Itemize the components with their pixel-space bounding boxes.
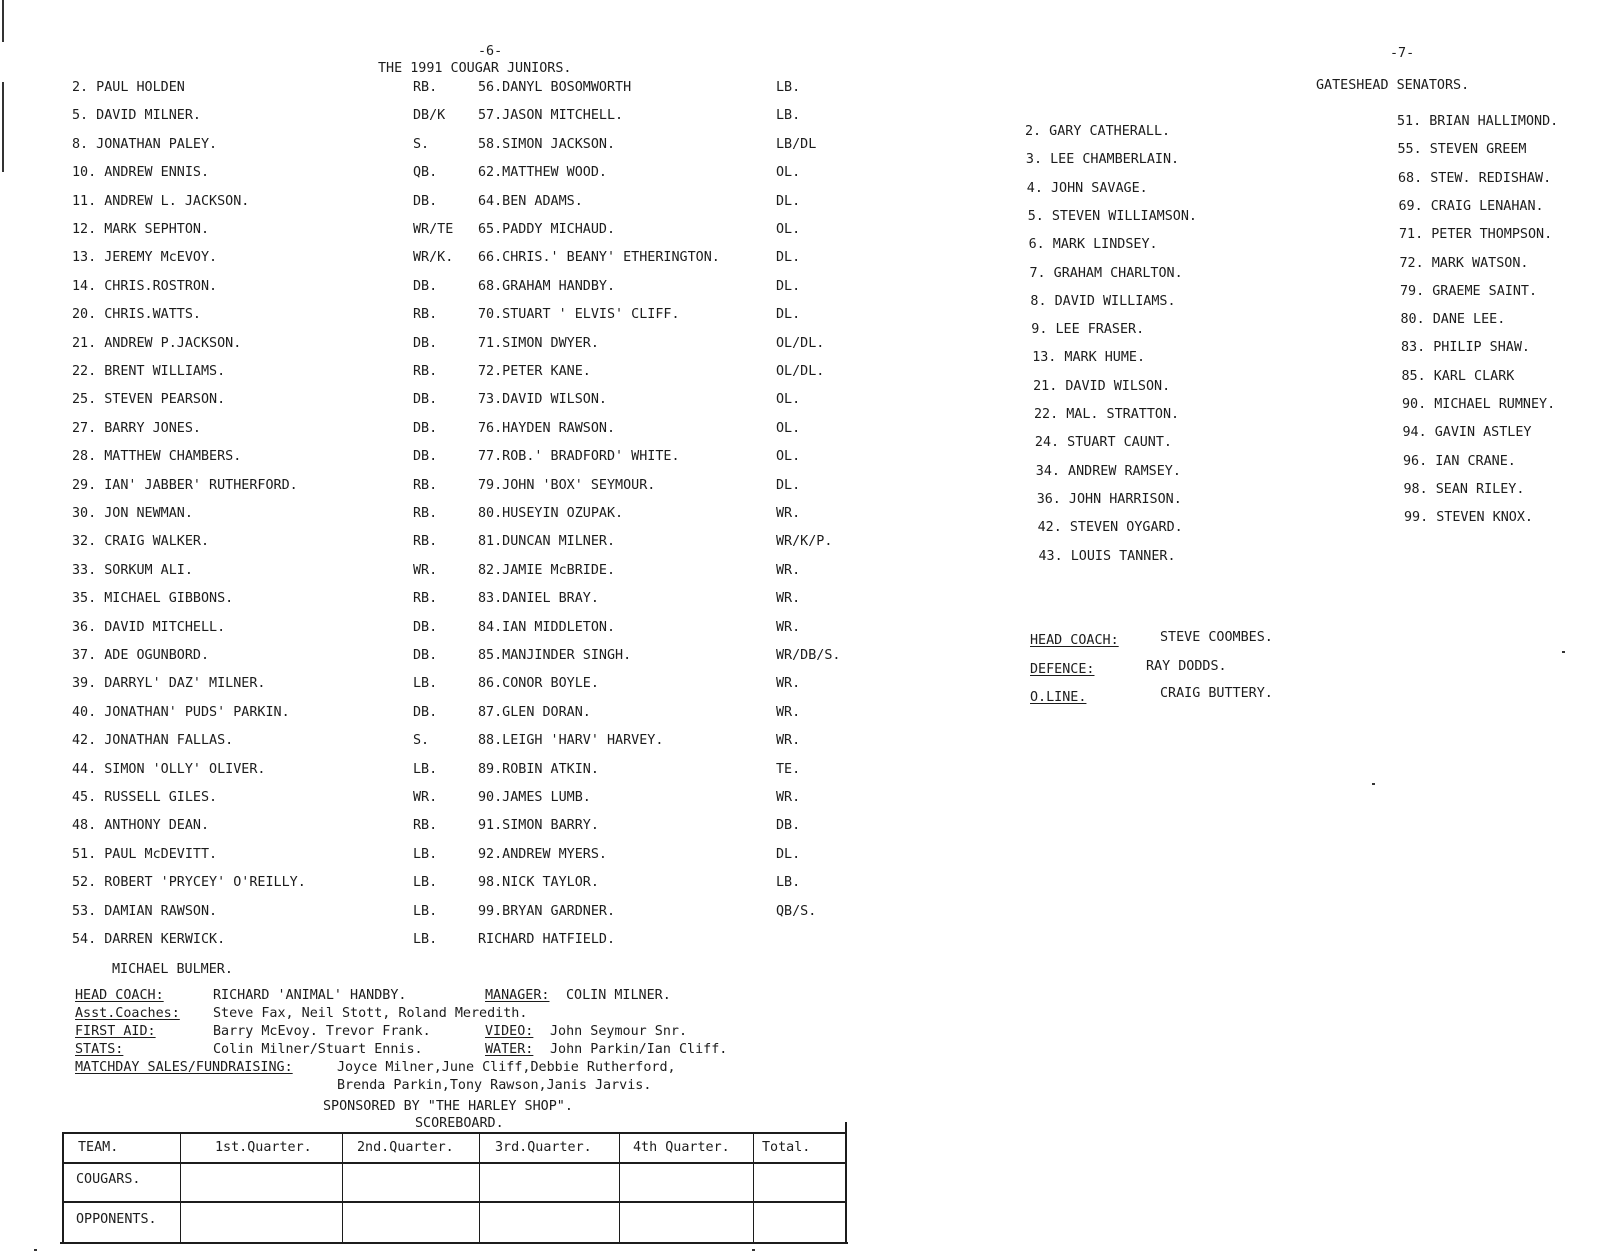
player-right: 87.GLEN DORAN. — [478, 704, 591, 720]
position-left: RB. — [413, 506, 438, 521]
player-right: 85.MANJINDER SINGH. — [478, 648, 632, 663]
page-number-left: -6- — [478, 44, 503, 59]
position-right: WR/K/P. — [776, 534, 833, 550]
roster-row — [0, 80, 800, 100]
position-left: LB. — [413, 676, 438, 692]
extra-player: MICHAEL BULMER. — [112, 962, 233, 977]
position-right: DL. — [776, 250, 801, 266]
position-left: RB. — [413, 80, 438, 95]
senators-player: 36. JOHN HARRISON. — [1036, 491, 1182, 507]
video-name: John Seymour Snr. — [550, 1024, 688, 1039]
player-left: 39. DARRYL' DAZ' MILNER. — [72, 676, 266, 692]
player-right: 91.SIMON BARRY. — [478, 818, 599, 834]
position-left: DB. — [413, 648, 438, 663]
position-right: DB. — [776, 818, 801, 834]
senators-player: 2. GARY CATHERALL. — [1025, 124, 1171, 139]
position-right: DL. — [776, 278, 801, 294]
position-left: S. — [413, 733, 430, 749]
senators-player: 51. BRIAN HALLIMOND. — [1397, 114, 1559, 129]
header-q1: 1st.Quarter. — [215, 1140, 312, 1155]
roster-row — [0, 705, 800, 725]
senators-player: 21. DAVID WILSON. — [1033, 378, 1171, 394]
senators-head-coach-name: STEVE COOMBES. — [1160, 630, 1273, 645]
senators-player: 79. GRAEME SAINT. — [1400, 283, 1538, 299]
player-left: 52. ROBERT 'PRYCEY' O'REILLY. — [72, 875, 306, 891]
player-left: 21. ANDREW P.JACKSON. — [72, 335, 242, 351]
position-left: LB. — [413, 903, 438, 919]
head-coach-name: RICHARD 'ANIMAL' HANDBY. — [213, 988, 407, 1003]
position-right: LB. — [776, 80, 801, 95]
position-left: RB. — [413, 477, 438, 493]
senators-player: 83. PHILIP SHAW. — [1401, 340, 1530, 356]
position-left: DB. — [413, 335, 438, 351]
position-right: WR. — [776, 591, 801, 607]
roster-row — [0, 136, 817, 157]
position-right: DL. — [776, 477, 801, 493]
senators-oline-label: O.LINE. — [1030, 690, 1087, 705]
player-right: 84.IAN MIDDLETON. — [478, 619, 616, 635]
position-right: OL/DL. — [776, 364, 825, 379]
table-rule — [60, 1242, 848, 1244]
manager-label: MANAGER: — [485, 988, 550, 1003]
player-right: 57.JASON MITCHELL. — [478, 108, 624, 124]
table-rule — [62, 1132, 64, 1242]
sales-label: MATCHDAY SALES/FUNDRAISING: — [75, 1060, 293, 1075]
position-right: LB. — [776, 875, 801, 891]
position-right: DL. — [776, 846, 801, 862]
player-left: 45. RUSSELL GILES. — [72, 790, 218, 805]
scan-artifact — [2, 82, 4, 172]
table-rule — [479, 1132, 480, 1242]
senators-player: 98. SEAN RILEY. — [1403, 481, 1525, 497]
asst-coaches-label: Asst.Coaches: — [75, 1006, 180, 1021]
position-left: DB. — [413, 704, 438, 720]
player-left: 33. SORKUM ALI. — [72, 562, 193, 578]
header-q4: 4th Quarter. — [633, 1140, 730, 1155]
player-right: 81.DUNCAN MILNER. — [478, 534, 616, 550]
table-rule — [845, 1122, 847, 1244]
player-right: 89.ROBIN ATKIN. — [478, 761, 599, 777]
player-right: 77.ROB.' BRADFORD' WHITE. — [478, 449, 680, 465]
roster-row — [0, 194, 800, 214]
position-left: DB. — [413, 420, 438, 436]
roster-row — [0, 478, 800, 498]
player-right: 66.CHRIS.' BEANY' ETHERINGTON. — [478, 250, 720, 266]
position-right: WR. — [776, 790, 801, 805]
player-left: 36. DAVID MITCHELL. — [72, 619, 226, 635]
player-left: 12. MARK SEPHTON. — [72, 222, 210, 237]
position-left: LB. — [413, 932, 438, 947]
position-right: WR. — [776, 733, 801, 749]
roster-row — [0, 903, 817, 924]
senators-player: 4. JOHN SAVAGE. — [1026, 180, 1148, 196]
position-right: OL. — [776, 420, 801, 436]
asst-coaches-names: Steve Fax, Neil Stott, Roland Meredith. — [213, 1006, 528, 1021]
position-right: OL/DL. — [776, 335, 825, 351]
player-left: 53. DAMIAN RAWSON. — [72, 903, 218, 919]
player-right: 68.GRAHAM HANDBY. — [478, 278, 616, 294]
senators-player: 71. PETER THOMPSON. — [1399, 227, 1553, 243]
roster-row — [0, 165, 800, 185]
position-left: DB/K — [413, 108, 446, 124]
senators-player: 9. LEE FRASER. — [1031, 322, 1145, 338]
player-left: 25. STEVEN PEARSON. — [72, 392, 226, 408]
position-right: OL. — [776, 222, 801, 237]
player-left: 27. BARRY JONES. — [72, 420, 201, 436]
player-right: 76.HAYDEN RAWSON. — [478, 420, 616, 436]
senators-player: 13. MARK HUME. — [1032, 350, 1146, 366]
player-right: 90.JAMES LUMB. — [478, 790, 591, 805]
scoreboard-title: SCOREBOARD. — [415, 1116, 504, 1131]
senators-player: 34. ANDREW RAMSEY. — [1035, 463, 1181, 479]
player-left: 42. JONATHAN FALLAS. — [72, 733, 234, 749]
senators-player: 5. STEVEN WILLIAMSON. — [1027, 208, 1197, 224]
player-left: 30. JON NEWMAN. — [72, 506, 193, 521]
roster-row — [0, 421, 800, 441]
position-right: LB/DL — [776, 136, 817, 152]
roster-row — [0, 790, 800, 810]
player-left: 22. BRENT WILLIAMS. — [72, 364, 226, 379]
senators-player: 94. GAVIN ASTLEY — [1402, 425, 1532, 441]
player-left: 32. CRAIG WALKER. — [72, 534, 210, 550]
head-coach-label: HEAD COACH: — [75, 988, 164, 1003]
row-label-opponents: OPPONENTS. — [76, 1212, 157, 1227]
position-right: QB/S. — [776, 903, 817, 919]
first-aid-label: FIRST AID: — [75, 1024, 156, 1039]
senators-defence-name: RAY DODDS. — [1146, 659, 1227, 674]
senators-player: 96. IAN CRANE. — [1403, 453, 1516, 469]
position-left: WR. — [413, 562, 438, 578]
position-left: RB. — [413, 591, 438, 607]
position-left: RB. — [413, 818, 438, 834]
senators-defence-label: DEFENCE: — [1030, 662, 1095, 677]
position-right: WR. — [776, 676, 801, 692]
player-right: 83.DANIEL BRAY. — [478, 591, 599, 607]
senators-player: 22. MAL. STRATTON. — [1034, 407, 1180, 422]
senators-player: 43. LOUIS TANNER. — [1038, 548, 1176, 564]
player-right: 80.HUSEYIN OZUPAK. — [478, 506, 624, 521]
player-right: 70.STUART ' ELVIS' CLIFF. — [478, 307, 680, 323]
header-team: TEAM. — [78, 1140, 119, 1155]
roster-row — [0, 392, 800, 412]
player-right: 58.SIMON JACKSON. — [478, 136, 616, 152]
manager-name: COLIN MILNER. — [566, 988, 671, 1003]
position-left: QB. — [413, 165, 438, 181]
player-right: 72.PETER KANE. — [478, 364, 591, 379]
scan-artifact — [1562, 651, 1565, 653]
senators-player: 55. STEVEN GREEM — [1397, 142, 1527, 158]
roster-row — [0, 733, 800, 753]
header-total: Total. — [762, 1140, 811, 1155]
water-label: WATER: — [485, 1042, 534, 1057]
player-left: 28. MATTHEW CHAMBERS. — [72, 449, 242, 465]
stats-names: Colin Milner/Stuart Ennis. — [213, 1042, 423, 1057]
player-right: 71.SIMON DWYER. — [478, 335, 599, 351]
scan-artifact — [1372, 783, 1375, 785]
position-right: OL. — [776, 165, 801, 181]
senators-player: 80. DANE LEE. — [1400, 312, 1506, 328]
position-right: OL. — [776, 449, 801, 465]
position-right: DL. — [776, 307, 801, 323]
sponsor-line: SPONSORED BY "THE HARLEY SHOP". — [323, 1099, 573, 1114]
player-left: 40. JONATHAN' PUDS' PARKIN. — [72, 704, 290, 720]
position-right: WR/DB/S. — [776, 648, 841, 663]
position-left: WR/K. — [413, 250, 454, 266]
position-left: DB. — [413, 619, 438, 635]
senators-player: 99. STEVEN KNOX. — [1404, 510, 1533, 526]
roster-row — [0, 563, 800, 583]
roster-row — [0, 364, 825, 384]
roster-row — [0, 307, 800, 327]
position-right: TE. — [776, 761, 801, 777]
senators-player: 8. DAVID WILLIAMS. — [1030, 293, 1176, 309]
player-right: 56.DANYL BOSOMWORTH — [478, 80, 632, 95]
player-left: 14. CHRIS.ROSTRON. — [72, 278, 218, 294]
roster-row — [0, 506, 800, 526]
row-label-cougars: COUGARS. — [76, 1172, 141, 1187]
header-q2: 2nd.Quarter. — [357, 1140, 454, 1155]
header-q3: 3rd.Quarter. — [495, 1140, 592, 1155]
senators-player: 69. CRAIG LENAHAN. — [1398, 198, 1544, 214]
position-left: DB. — [413, 278, 438, 294]
position-left: WR/TE — [413, 222, 454, 237]
table-rule — [753, 1132, 754, 1242]
player-left: 44. SIMON 'OLLY' OLIVER. — [72, 761, 266, 777]
senators-player: 6. MARK LINDSEY. — [1028, 237, 1158, 253]
player-left: 10. ANDREW ENNIS. — [72, 165, 210, 181]
roster-row — [0, 676, 800, 696]
position-left: DB. — [413, 193, 438, 209]
senators-player: 24. STUART CAUNT. — [1034, 435, 1172, 451]
position-left: RB. — [413, 534, 438, 550]
player-right: RICHARD HATFIELD. — [478, 932, 616, 947]
position-right: WR. — [776, 562, 801, 578]
roster-row — [0, 762, 800, 782]
team-title-cougars: THE 1991 COUGAR JUNIORS. — [378, 61, 572, 76]
position-right: DL. — [776, 193, 801, 209]
player-left: 5. DAVID MILNER. — [72, 108, 201, 124]
senators-player: 85. KARL CLARK — [1401, 368, 1515, 384]
position-right: WR. — [776, 704, 801, 720]
roster-row — [0, 534, 833, 554]
player-left: 29. IAN' JABBER' RUTHERFORD. — [72, 477, 298, 493]
roster-row — [0, 449, 800, 469]
position-left: S. — [413, 136, 430, 152]
position-left: LB. — [413, 761, 438, 777]
player-right: 99.BRYAN GARDNER. — [478, 903, 616, 919]
player-right: 64.BEN ADAMS. — [478, 193, 583, 209]
page-number-right: -7- — [1390, 46, 1415, 61]
player-left: 8. JONATHAN PALEY. — [72, 136, 218, 152]
player-right: 92.ANDREW MYERS. — [478, 846, 607, 862]
roster-row — [0, 108, 800, 128]
player-right: 86.CONOR BOYLE. — [478, 676, 599, 692]
sales-names-line1: Joyce Milner,June Cliff,Debbie Rutherford, — [337, 1060, 676, 1075]
position-left: DB. — [413, 449, 438, 465]
roster-row — [0, 932, 800, 952]
player-right: 98.NICK TAYLOR. — [478, 875, 599, 891]
position-right: OL. — [776, 392, 801, 408]
senators-head-coach-label: HEAD COACH: — [1030, 633, 1119, 648]
roster-row — [0, 875, 800, 895]
senators-player: 68. STEW. REDISHAW. — [1398, 170, 1552, 186]
position-left: RB. — [413, 364, 438, 379]
roster-row — [0, 250, 800, 270]
player-right: 82.JAMIE McBRIDE. — [478, 562, 616, 578]
senators-player: 42. STEVEN OYGARD. — [1037, 520, 1183, 536]
senators-player: 3. LEE CHAMBERLAIN. — [1025, 152, 1180, 168]
roster-row — [0, 591, 800, 611]
water-names: John Parkin/Ian Cliff. — [550, 1042, 728, 1057]
player-left: 48. ANTHONY DEAN. — [72, 818, 210, 834]
table-rule — [342, 1132, 343, 1242]
position-left: DB. — [413, 392, 438, 408]
stats-label: STATS: — [75, 1042, 124, 1057]
player-left: 13. JEREMY McEVOY. — [72, 250, 218, 266]
senators-player: 7. GRAHAM CHARLTON. — [1029, 265, 1183, 281]
player-left: 37. ADE OGUNBORD. — [72, 648, 210, 663]
player-left: 20. CHRIS.WATTS. — [72, 307, 201, 323]
video-label: VIDEO: — [485, 1024, 534, 1039]
team-title-senators: GATESHEAD SENATORS. — [1316, 78, 1470, 93]
player-left: 35. MICHAEL GIBBONS. — [72, 591, 234, 607]
position-left: LB. — [413, 875, 438, 891]
senators-player: 72. MARK WATSON. — [1399, 255, 1529, 271]
senators-player: 90. MICHAEL RUMNEY. — [1402, 397, 1556, 412]
table-rule — [619, 1132, 620, 1242]
sales-names-line2: Brenda Parkin,Tony Rawson,Janis Jarvis. — [337, 1078, 652, 1093]
player-left: 11. ANDREW L. JACKSON. — [72, 193, 250, 209]
position-left: LB. — [413, 846, 438, 862]
position-left: WR. — [413, 790, 438, 805]
roster-row — [0, 222, 800, 242]
player-left: 51. PAUL McDEVITT. — [72, 846, 218, 862]
player-right: 88.LEIGH 'HARV' HARVEY. — [478, 733, 664, 749]
roster-row — [0, 620, 800, 640]
position-right: WR. — [776, 506, 801, 521]
player-right: 65.PADDY MICHAUD. — [478, 222, 616, 237]
senators-oline-name: CRAIG BUTTERY. — [1160, 686, 1273, 701]
position-right: LB. — [776, 108, 801, 124]
roster-row — [0, 847, 800, 867]
player-right: 73.DAVID WILSON. — [478, 392, 607, 408]
player-right: 62.MATTHEW WOOD. — [478, 165, 607, 181]
roster-row — [0, 279, 800, 299]
table-rule — [180, 1132, 181, 1242]
roster-row — [0, 335, 825, 356]
roster-row — [0, 648, 841, 668]
player-left: 54. DARREN KERWICK. — [72, 932, 226, 947]
player-right: 79.JOHN 'BOX' SEYMOUR. — [478, 477, 656, 493]
first-aid-names: Barry McEvoy. Trevor Frank. — [213, 1024, 431, 1039]
scan-artifact — [2, 0, 4, 42]
roster-row — [0, 818, 800, 838]
position-left: RB. — [413, 307, 438, 323]
player-left: 2. PAUL HOLDEN — [72, 80, 185, 95]
position-right: WR. — [776, 619, 801, 635]
